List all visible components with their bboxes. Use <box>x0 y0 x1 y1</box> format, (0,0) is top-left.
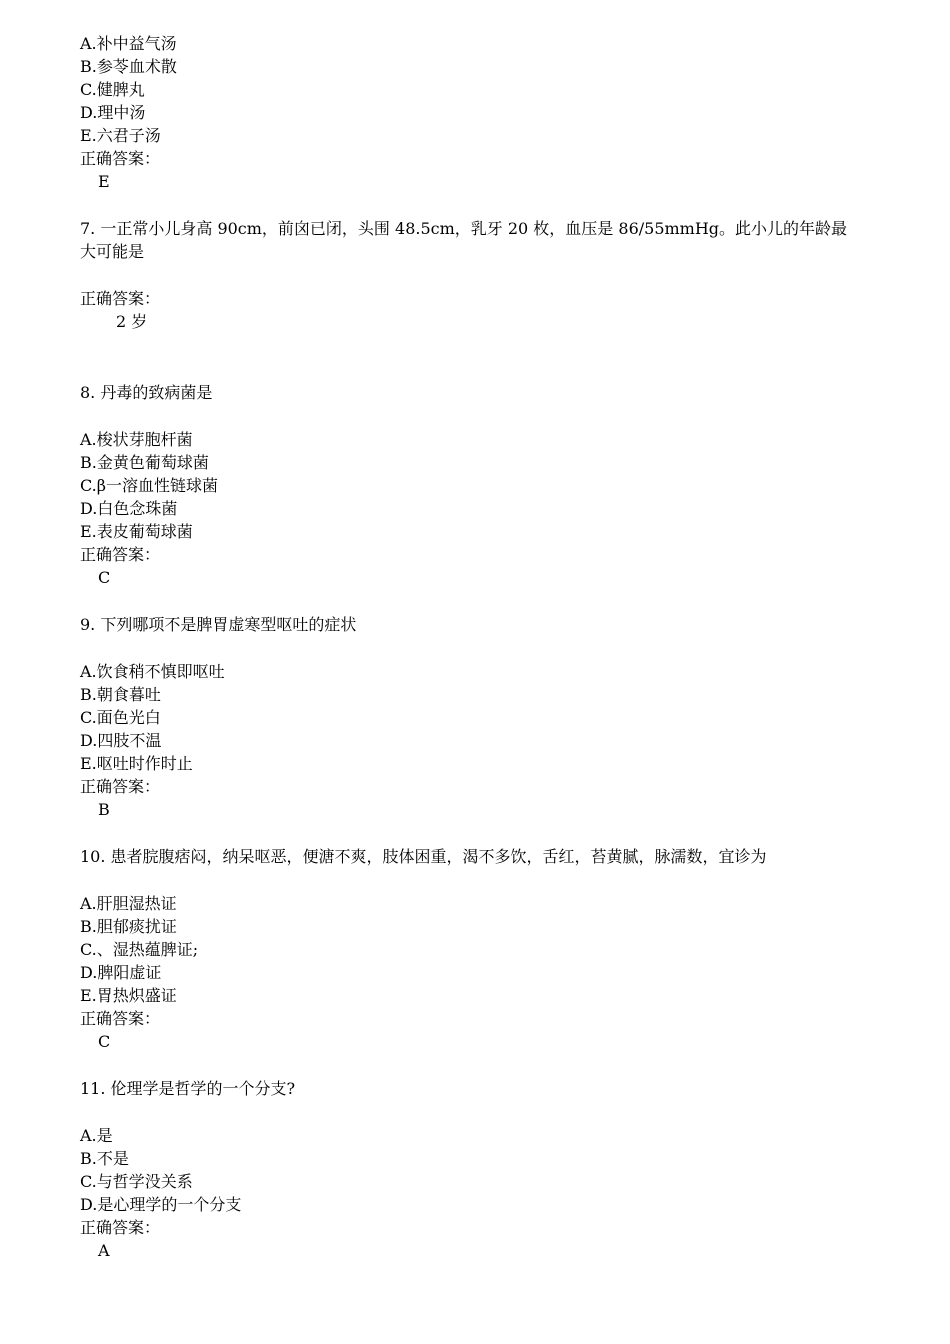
answer-value: 2 岁 <box>116 312 148 331</box>
option-a: A.补中益气汤 <box>80 34 177 53</box>
option-a: A.饮食稍不慎即呕吐 <box>80 662 225 681</box>
option-c: C.β一溶血性链球菌 <box>80 476 219 495</box>
answer-label: 正确答案： <box>80 545 161 564</box>
question-text: 7. 一正常小儿身高 90cm，前囟已闭，头围 48.5cm，乳牙 20 枚，血压是 86/55mmHg。此小儿的年龄最 <box>80 219 848 238</box>
exam-page <box>80 32 880 1262</box>
option-c: C.面色光白 <box>80 708 161 727</box>
option-a: A.肝胆湿热证 <box>80 894 177 913</box>
answer-label: 正确答案： <box>80 777 161 796</box>
question-text: 11. 伦理学是哲学的一个分支? <box>80 1079 296 1098</box>
option-c: C.、湿热蕴脾证; <box>80 940 199 959</box>
question-9-block <box>80 613 880 821</box>
option-a: A.梭状芽胞杆菌 <box>80 430 193 449</box>
option-d: D.脾阳虚证 <box>80 963 162 982</box>
question-10-block <box>80 845 880 1053</box>
option-d: D.白色念珠菌 <box>80 499 178 518</box>
question-text: 9. 下列哪项不是脾胃虚寒型呕吐的症状 <box>80 615 357 634</box>
option-e: E.胃热炽盛证 <box>80 986 177 1005</box>
option-a: A.是 <box>80 1126 113 1145</box>
answer-label: 正确答案： <box>80 149 161 168</box>
question-11-block <box>80 1077 880 1262</box>
option-b: B.金黄色葡萄球菌 <box>80 453 209 472</box>
option-b: B.不是 <box>80 1149 129 1168</box>
question-text: 10. 患者脘腹痞闷，纳呆呕恶，便溏不爽，肢体困重，渴不多饮，舌红，苔黄腻，脉濡数，宜诊为 <box>80 847 767 866</box>
option-d: D.是心理学的一个分支 <box>80 1195 242 1214</box>
option-d: D.四肢不温 <box>80 731 162 750</box>
answer-label: 正确答案： <box>80 1218 161 1237</box>
question-8-block <box>80 381 880 589</box>
option-e: E.六君子汤 <box>80 126 161 145</box>
option-b: B.胆郁痰扰证 <box>80 917 177 936</box>
option-b: B.朝食暮吐 <box>80 685 161 704</box>
option-e: E.呕吐时作时止 <box>80 754 193 773</box>
option-d: D.理中汤 <box>80 103 146 122</box>
question-text-cont: 大可能是 <box>80 242 145 261</box>
answer-value: A <box>98 1241 110 1260</box>
question-7-block <box>80 217 880 333</box>
answer-label: 正确答案： <box>80 1009 161 1028</box>
question-6-block <box>80 32 880 193</box>
answer-value: B <box>98 800 110 819</box>
answer-value: E <box>98 172 110 191</box>
answer-value: C <box>98 568 111 587</box>
option-c: C.与哲学没关系 <box>80 1172 193 1191</box>
question-text: 8. 丹毒的致病菌是 <box>80 383 213 402</box>
option-e: E.表皮葡萄球菌 <box>80 522 193 541</box>
answer-value: C <box>98 1032 111 1051</box>
option-b: B.参苓血术散 <box>80 57 177 76</box>
option-c: C.健脾丸 <box>80 80 145 99</box>
answer-label: 正确答案： <box>80 289 161 308</box>
